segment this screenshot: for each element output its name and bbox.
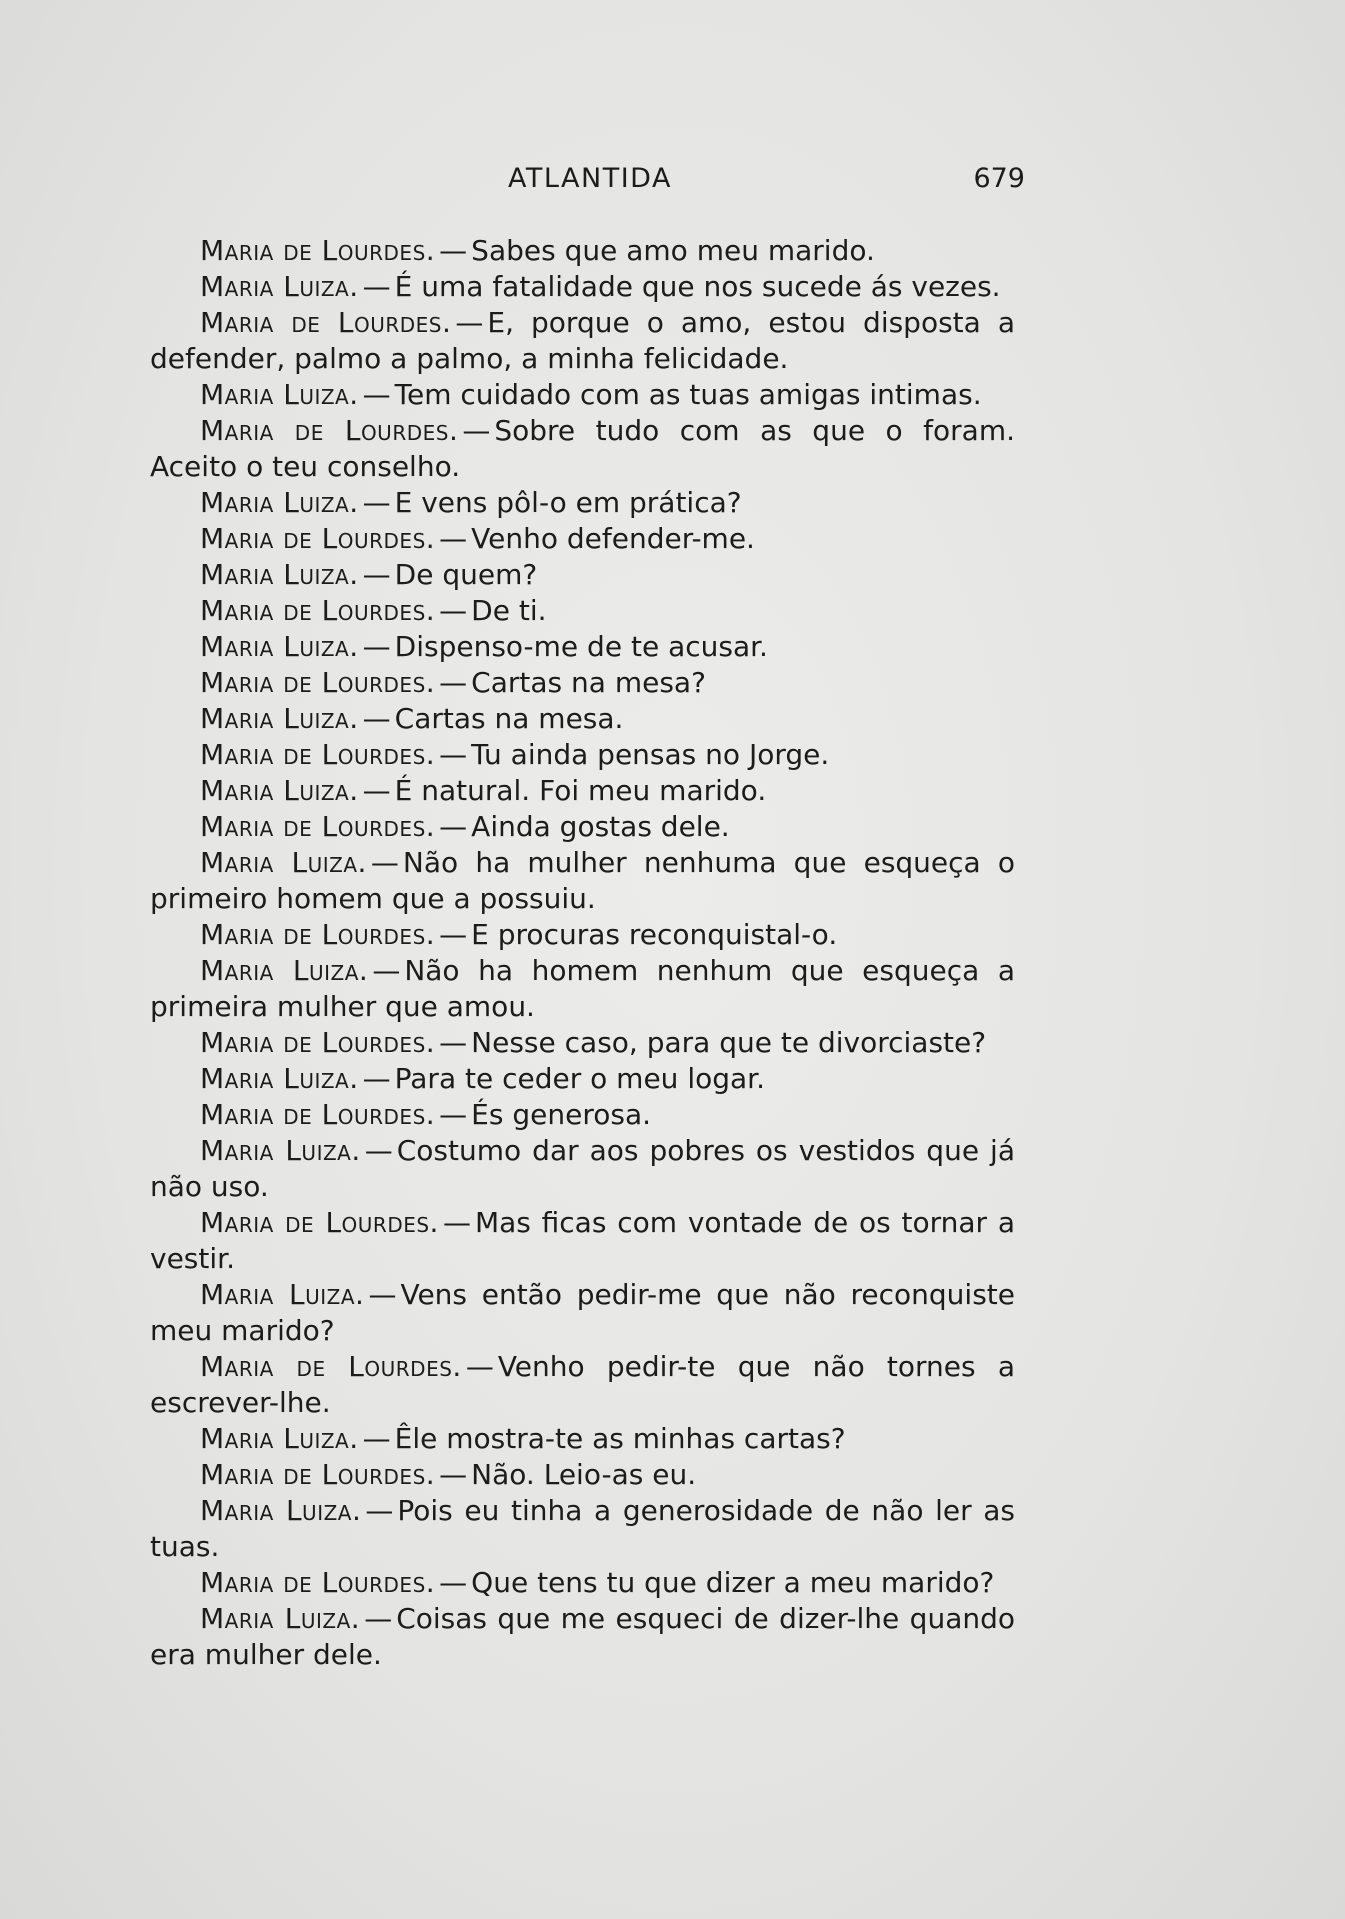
dialogue-line [150,1061,1015,1097]
dialogue-line [150,269,1015,305]
speaker-name: Maria Luiza. [200,1062,359,1095]
speaker-name: Maria Luiza. [200,1278,365,1311]
em-dash: — [455,306,484,339]
dialogue-text: De ti. [471,594,547,627]
dialogue-text: Mas ficas com vontade de os tornar a vestir. [150,1206,1015,1275]
dialogue-line [150,485,1015,521]
dialogue-text: Costumo dar aos pobres os vestidos que já não uso. [150,1134,1015,1203]
dialogue-line [150,1025,1015,1061]
em-dash: — [362,378,391,411]
speaker-name: Maria de Lourdes. [200,1458,436,1491]
dialogue-line [150,1601,1015,1673]
dialogue-line [150,737,1015,773]
em-dash: — [362,702,391,735]
dialogue-text: Tu ainda pensas no Jorge. [471,738,830,771]
dialogue-line [150,701,1015,737]
dialogue-line [150,809,1015,845]
dialogue-line [150,1349,1015,1421]
em-dash: — [362,630,391,663]
speaker-name: Maria Luiza. [200,630,359,663]
dialogue-text: Sabes que amo meu marido. [471,234,875,267]
speaker-name: Maria de Lourdes. [200,594,436,627]
dialogue-text: Cartas na mesa. [394,702,624,735]
dialogue-text: Nesse caso, para que te divorciaste? [471,1026,987,1059]
dialogue-line [150,629,1015,665]
em-dash: — [439,738,468,771]
dialogue-line [150,665,1015,701]
dialogue-text: Não ha homem nenhum que esqueça a primeira mulher que amou. [150,954,1016,1023]
em-dash: — [439,522,468,555]
dialogue-line [150,377,1015,413]
speaker-name: Maria Luiza. [200,378,359,411]
em-dash: — [439,810,468,843]
dialogue-text: Não. Leio-as eu. [471,1458,697,1491]
dialogue-line [150,1277,1015,1349]
em-dash: — [439,1566,468,1599]
em-dash: — [364,1602,393,1635]
em-dash: — [439,234,468,267]
dialogue-line [150,521,1015,557]
dialogue-text: Venho defender-me. [471,522,755,555]
speaker-name: Maria Luiza. [200,846,367,879]
dialogue-text: Não ha mulher nenhuma que esqueça o primeiro homem que a possuiu. [150,846,1016,915]
em-dash: — [439,1458,468,1491]
dialogue-line [150,557,1015,593]
dialogue-line [150,1097,1015,1133]
em-dash: — [362,774,391,807]
speaker-name: Maria de Lourdes. [200,810,436,843]
dialogue-line [150,1565,1015,1601]
em-dash: — [362,486,391,519]
dialogue-text: Sobre tudo com as que o foram. Aceito o teu conselho. [150,414,1015,483]
em-dash: — [362,1422,391,1455]
speaker-name: Maria de Lourdes. [200,1206,439,1239]
speaker-name: Maria Luiza. [200,486,359,519]
em-dash: — [372,954,401,987]
dialogue-line [150,1205,1015,1277]
em-dash: — [462,414,491,447]
speaker-name: Maria de Lourdes. [200,738,436,771]
page-header [155,163,1025,203]
dialogue-text: Que tens tu que dizer a meu marido? [471,1566,995,1599]
speaker-name: Maria Luiza. [200,702,359,735]
em-dash: — [368,1278,397,1311]
speaker-name: Maria Luiza. [200,774,359,807]
speaker-name: Maria de Lourdes. [200,306,452,339]
dialogue-text: Cartas na mesa? [471,666,706,699]
dialogue-text: De quem? [394,558,538,591]
speaker-name: Maria Luiza. [200,954,369,987]
speaker-name: Maria de Lourdes. [200,1026,436,1059]
dialogue-text: É uma fatalidade que nos sucede ás vezes. [394,270,1001,303]
dialogue-line [150,593,1015,629]
em-dash: — [362,270,391,303]
dialogue-text: Para te ceder o meu logar. [394,1062,765,1095]
em-dash: — [439,918,468,951]
speaker-name: Maria de Lourdes. [200,1350,462,1383]
dialogue-text: Venho pedir-te que não tornes a escrever-lhe. [150,1350,1016,1419]
em-dash: — [442,1206,471,1239]
em-dash: — [439,1026,468,1059]
em-dash: — [439,1098,468,1131]
dialogue-text: E procuras reconquistal-o. [471,918,838,951]
em-dash: — [362,1062,391,1095]
dialogue-line [150,917,1015,953]
dialogue-line [150,773,1015,809]
dialogue-text: Êle mostra-te as minhas cartas? [394,1422,846,1455]
em-dash: — [362,558,391,591]
dialogue-line [150,233,1015,269]
speaker-name: Maria Luiza. [200,1134,361,1167]
dialogue-line [150,1133,1015,1205]
dialogue-text: Dispenso-me de te acusar. [394,630,768,663]
speaker-name: Maria Luiza. [200,1422,359,1455]
speaker-name: Maria Luiza. [200,1494,362,1527]
dialogue-line [150,953,1015,1025]
speaker-name: Maria de Lourdes. [200,1098,436,1131]
dialogue-line [150,413,1015,485]
dialogue-text: E, porque o amo, estou disposta a defender, palmo a palmo, a minha felicidade. [150,306,1015,375]
speaker-name: Maria de Lourdes. [200,1566,436,1599]
dialogue-line [150,1457,1015,1493]
dialogue-line [150,1421,1015,1457]
dialogue-text: És generosa. [471,1098,651,1131]
dialogue-body [150,233,1015,1673]
dialogue-line [150,305,1015,377]
dialogue-line [150,1493,1015,1565]
page-number: 679 [973,163,1025,194]
dialogue-text: Coisas que me esqueci de dizer-lhe quando era mulher dele. [150,1602,1016,1671]
speaker-name: Maria de Lourdes. [200,666,436,699]
em-dash: — [465,1350,494,1383]
dialogue-text: Tem cuidado com as tuas amigas intimas. [394,378,982,411]
speaker-name: Maria de Lourdes. [200,414,459,447]
em-dash: — [364,1134,393,1167]
em-dash: — [365,1494,394,1527]
em-dash: — [439,594,468,627]
speaker-name: Maria de Lourdes. [200,522,436,555]
em-dash: — [370,846,399,879]
dialogue-text: Pois eu tinha a generosidade de não ler as tuas. [150,1494,1015,1563]
running-title: ATLANTIDA [508,163,672,194]
speaker-name: Maria Luiza. [200,558,359,591]
em-dash: — [439,666,468,699]
dialogue-text: E vens pôl-o em prática? [394,486,742,519]
dialogue-text: É natural. Foi meu marido. [394,774,767,807]
speaker-name: Maria Luiza. [200,1602,361,1635]
speaker-name: Maria de Lourdes. [200,234,436,267]
dialogue-text: Vens então pedir-me que não reconquiste meu marido? [150,1278,1015,1347]
speaker-name: Maria de Lourdes. [200,918,436,951]
speaker-name: Maria Luiza. [200,270,359,303]
dialogue-line [150,845,1015,917]
dialogue-text: Ainda gostas dele. [471,810,730,843]
